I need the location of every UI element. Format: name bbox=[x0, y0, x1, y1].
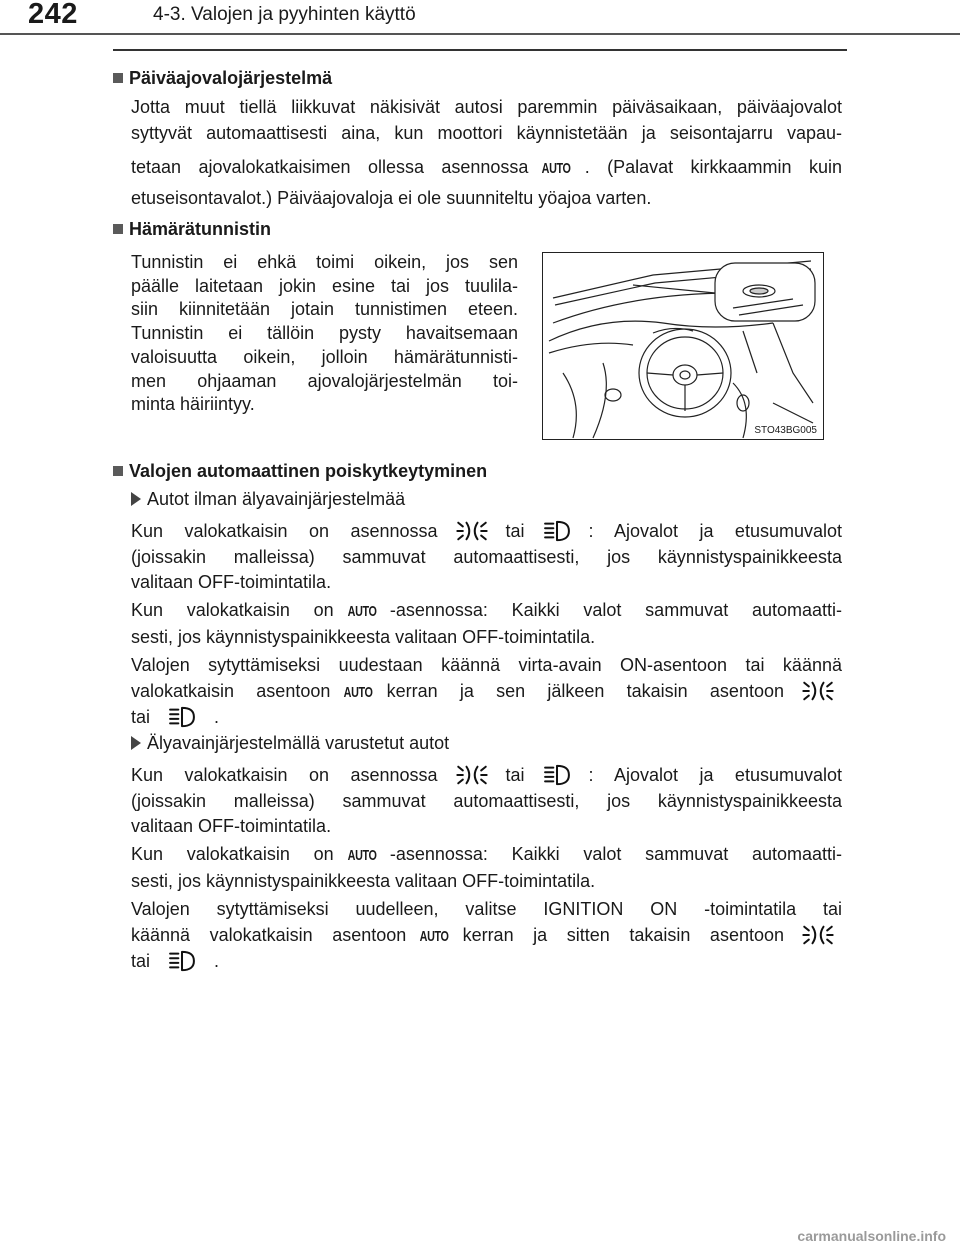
text-line: (joissakin malleissa) sammuvat automaattisesti, jos käynnistyspainikkeesta bbox=[131, 546, 842, 567]
triangle-bullet-icon bbox=[131, 492, 141, 506]
text-span: kerran ja sen jälkeen takaisin asentoon bbox=[386, 680, 784, 701]
text-line: valoisuutta oikein, jolloin hämärätunnisti- bbox=[131, 346, 518, 367]
text-line bbox=[131, 705, 842, 731]
text-span: . bbox=[214, 951, 220, 971]
auto-icon: AUTO bbox=[542, 160, 572, 177]
text-line: men ohjaaman ajovalojärjestelmän toi- bbox=[131, 370, 518, 391]
text-line: minta häiriintyy. bbox=[131, 394, 255, 415]
text-span: Kun valokatkaisin on bbox=[131, 600, 334, 620]
triangle-bullet-icon bbox=[131, 736, 141, 750]
text-line: (joissakin malleissa) sammuvat automaattisesti, jos käynnistyspainikkeesta bbox=[131, 790, 842, 811]
section-bullet-icon bbox=[113, 224, 123, 234]
text-span: : Ajovalot ja etusumuvalot bbox=[588, 765, 842, 785]
paragraph-sub2-3 bbox=[131, 897, 842, 975]
section-bullet-icon bbox=[113, 466, 123, 476]
section-title-light-sensor bbox=[113, 219, 271, 240]
text-line: päälle laitetaan jokin esine tai jos tuulila- bbox=[131, 275, 518, 296]
text-line: valitaan OFF-toimintatila. bbox=[131, 572, 332, 592]
section-title-text: Valojen automaattinen poiskytkeytyminen bbox=[129, 461, 488, 481]
text-line bbox=[131, 519, 842, 545]
subsection-title-smart-key bbox=[131, 733, 449, 754]
auto-icon: AUTO bbox=[419, 927, 449, 945]
section-title-text: Hämärätunnistin bbox=[129, 219, 272, 239]
text-line bbox=[131, 155, 842, 182]
page-number: 242 bbox=[28, 0, 78, 30]
headlight-icon bbox=[543, 520, 571, 542]
auto-icon: AUTO bbox=[343, 683, 373, 701]
dashboard-illustration bbox=[542, 252, 824, 440]
text-span: kerran ja sitten takaisin asentoon bbox=[462, 924, 784, 945]
text-span: tetaan ajovalokatkaisimen ollessa asennossa bbox=[131, 157, 529, 177]
text-line bbox=[131, 598, 842, 625]
text-line: Tunnistin ei ehkä toimi oikein, jos sen bbox=[131, 252, 518, 272]
text-line: siin kiinnitetään jotain tunnistimen eteen. bbox=[131, 299, 518, 320]
text-line: syttyvät automaattisesti aina, kun moottori käynnistetään ja seisontajarru vapau- bbox=[131, 122, 842, 143]
text-span: tai bbox=[131, 707, 151, 727]
paragraph-sub1-2 bbox=[131, 598, 842, 650]
tail-light-icon bbox=[456, 520, 488, 542]
section-bullet-icon bbox=[113, 73, 123, 83]
text-span: käännä valokatkaisin asentoon bbox=[131, 924, 407, 945]
chapter-title: 4-3. Valojen ja pyyhinten käyttö bbox=[153, 4, 416, 25]
top-rule bbox=[113, 49, 847, 51]
header-rule bbox=[0, 33, 960, 35]
subsection-title-no-smart-key bbox=[131, 489, 405, 510]
text-line bbox=[131, 679, 842, 706]
tail-light-icon bbox=[456, 764, 488, 786]
section-title-daytime-lights bbox=[113, 68, 332, 89]
text-line: etuseisontavalot.) Päiväajovaloja ei ole suunniteltu yöajoa varten. bbox=[131, 187, 652, 208]
text-span: -asennossa: Kaikki valot sammuvat automaatti- bbox=[389, 600, 842, 620]
text-line: sesti, jos käynnistyspainikkeesta valitaan OFF-toimintatila. bbox=[131, 626, 596, 647]
auto-icon: AUTO bbox=[347, 847, 377, 864]
section-title-auto-off bbox=[113, 461, 487, 482]
text-span: Kun valokatkaisin on asennossa bbox=[131, 521, 438, 541]
text-line: Valojen sytyttämiseksi uudelleen, valitse IGNITION ON -toimintatila tai bbox=[131, 899, 842, 919]
text-line: valitaan OFF-toimintatila. bbox=[131, 816, 332, 836]
text-span: . (Palavat kirkkaammin kuin bbox=[584, 157, 842, 177]
tail-light-icon bbox=[802, 924, 834, 946]
text-line: sesti, jos käynnistyspainikkeesta valitaan OFF-toimintatila. bbox=[131, 870, 596, 891]
text-line bbox=[131, 842, 842, 869]
auto-icon: AUTO bbox=[347, 603, 377, 620]
watermark: carmanualsonline.info bbox=[797, 1228, 946, 1244]
subsection-title-text: Autot ilman älyavainjärjestelmää bbox=[147, 489, 406, 509]
paragraph-sub2-1 bbox=[131, 763, 842, 840]
text-span: Kun valokatkaisin on asennossa bbox=[131, 765, 438, 785]
text-span: valokatkaisin asentoon bbox=[131, 680, 331, 701]
paragraph-sub1-3 bbox=[131, 653, 842, 731]
text-line bbox=[131, 923, 842, 950]
text-line: Valojen sytyttämiseksi uudestaan käännä virta-avain ON-asentoon tai käännä bbox=[131, 655, 842, 675]
headlight-icon bbox=[168, 706, 196, 728]
tail-light-icon bbox=[802, 680, 834, 702]
headlight-icon bbox=[543, 764, 571, 786]
text-line: Jotta muut tiellä liikkuvat näkisivät autosi paremmin päiväsaikaan, päiväajovalot bbox=[131, 97, 842, 117]
text-span: tai bbox=[505, 521, 525, 541]
text-span: : Ajovalot ja etusumuvalot bbox=[588, 521, 842, 541]
text-span: Kun valokatkaisin on bbox=[131, 844, 334, 864]
light-sensor-paragraph bbox=[131, 251, 518, 417]
text-line: Tunnistin ei tällöin pysty havaitsemaan bbox=[131, 323, 518, 344]
text-span: . bbox=[214, 707, 220, 727]
daytime-lights-paragraph bbox=[131, 95, 842, 211]
text-span: tai bbox=[131, 951, 151, 971]
text-line bbox=[131, 763, 842, 789]
headlight-icon bbox=[168, 950, 196, 972]
paragraph-sub1-1 bbox=[131, 519, 842, 596]
subsection-title-text: Älyavainjärjestelmällä varustetut autot bbox=[147, 733, 450, 753]
figure-label: STO43BG005 bbox=[754, 425, 817, 436]
dashboard-drawing bbox=[543, 253, 823, 439]
section-title-text: Päiväajovalojärjestelmä bbox=[129, 68, 333, 88]
paragraph-sub2-2 bbox=[131, 842, 842, 894]
text-line bbox=[131, 949, 842, 975]
text-span: tai bbox=[505, 765, 525, 785]
text-span: -asennossa: Kaikki valot sammuvat automaatti- bbox=[389, 844, 842, 864]
page-header bbox=[0, 0, 960, 34]
